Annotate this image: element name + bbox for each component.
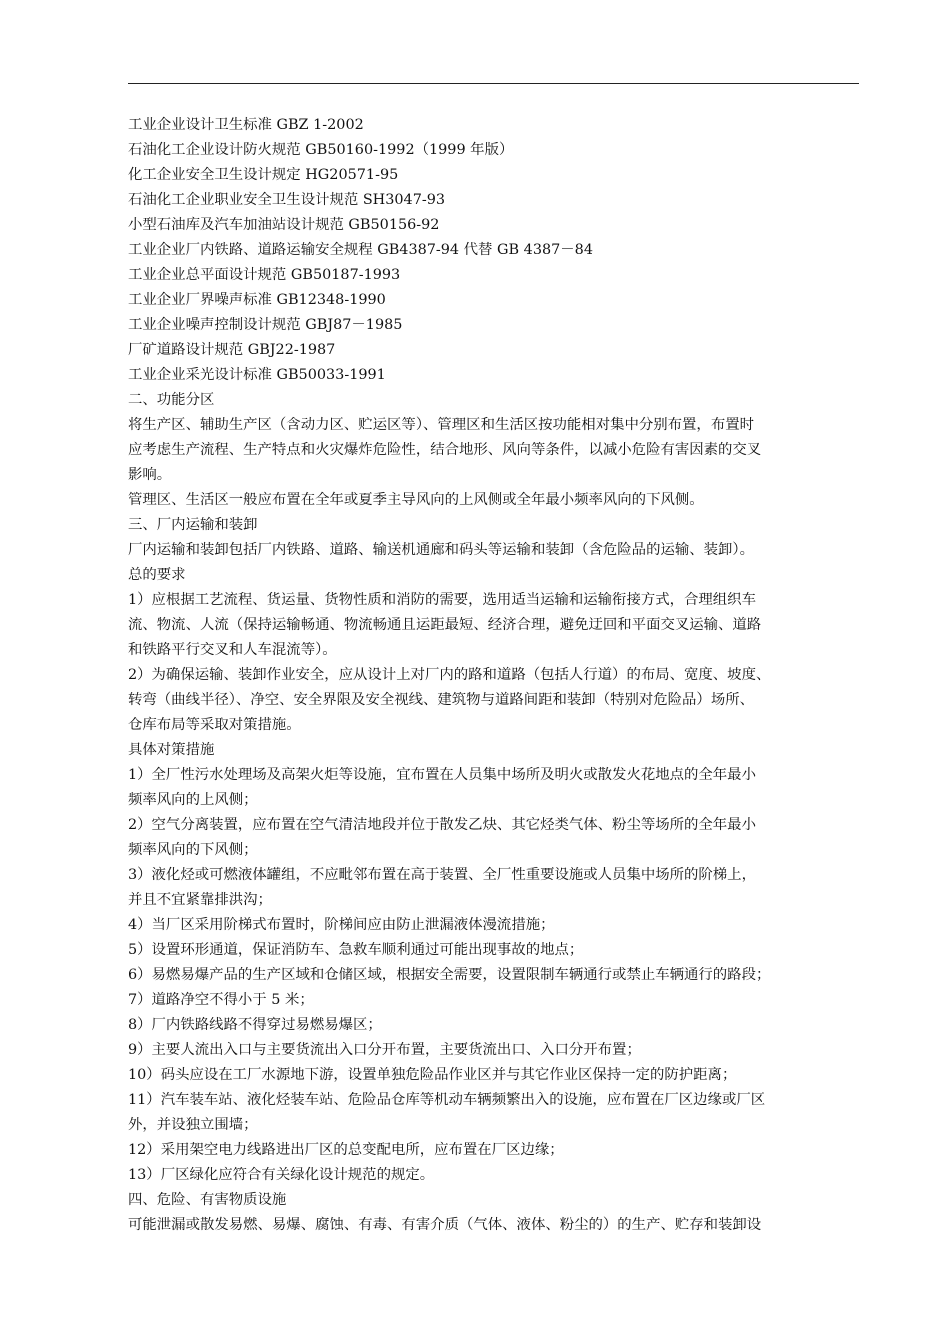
text-line: 1）全厂性污水处理场及高架火炬等设施，宜布置在人员集中场所及明火或散发火花地点的全年最小	[128, 767, 756, 783]
text-line: 11）汽车装车站、液化烃装车站、危险品仓库等机动车辆频繁出入的设施，应布置在厂区边缘或厂区	[128, 1092, 766, 1108]
text-line: 9）主要人流出入口与主要货流出入口分开布置，主要货流出口、入口分开布置；	[128, 1042, 641, 1058]
text-line: 12）采用架空电力线路进出厂区的总变配电所，应布置在厂区边缘；	[128, 1142, 564, 1158]
subheading: 总的要求	[128, 567, 186, 583]
text-line: 和铁路平行交叉和人车混流等）。	[128, 642, 337, 658]
text-line: 外，并设独立围墙；	[128, 1117, 258, 1133]
subheading: 具体对策措施	[128, 742, 215, 758]
text-line: 影响。	[128, 467, 172, 483]
text-line: 4）当厂区采用阶梯式布置时，阶梯间应由防止泄漏液体漫流措施；	[128, 917, 555, 933]
text-line: 10）码头应设在工厂水源地下游，设置单独危险品作业区并与其它作业区保持一定的防护距离；	[128, 1067, 737, 1083]
text-line: 工业企业厂内铁路、道路运输安全规程 GB4387-94 代替 GB 4387－84	[128, 242, 593, 258]
text-line: 频率风向的下风侧；	[128, 842, 258, 858]
text-line: 3）液化烃或可燃液体罐组，不应毗邻布置在高于装置、全厂性重要设施或人员集中场所的阶梯上，	[128, 867, 756, 883]
text-line: 石油化工企业设计防火规范 GB50160-1992（1999 年版）	[128, 142, 514, 158]
text-line: 2）空气分离装置，应布置在空气清洁地段并位于散发乙炔、其它烃类气体、粉尘等场所的全年最小	[128, 817, 756, 833]
text-line: 仓库布局等采取对策措施。	[128, 717, 301, 733]
section-heading: 二、功能分区	[128, 392, 215, 408]
text-line: 频率风向的上风侧；	[128, 792, 258, 808]
text-line: 化工企业安全卫生设计规定 HG20571-95	[128, 167, 399, 183]
text-line: 将生产区、辅助生产区（含动力区、贮运区等）、管理区和生活区按功能相对集中分别布置，布置时	[128, 417, 754, 433]
text-line: 厂矿道路设计规范 GBJ22-1987	[128, 342, 336, 358]
text-line: 工业企业噪声控制设计规范 GBJ87－1985	[128, 317, 403, 333]
section-heading: 四、危险、有害物质设施	[128, 1192, 287, 1208]
text-line: 13）厂区绿化应符合有关绿化设计规范的规定。	[128, 1167, 435, 1183]
section-heading: 三、厂内运输和装卸	[128, 517, 258, 533]
text-line: 6）易燃易爆产品的生产区域和仓储区域，根据安全需要，设置限制车辆通行或禁止车辆通行的路段；	[128, 967, 771, 983]
text-line: 应考虑生产流程、生产特点和火灾爆炸危险性，结合地形、风向等条件，以减小危险有害因素的交叉	[128, 442, 762, 458]
text-line: 2）为确保运输、装卸作业安全，应从设计上对厂内的路和道路（包括人行道）的布局、宽度、坡度、	[128, 667, 771, 683]
text-line: 小型石油库及汽车加油站设计规范 GB50156-92	[128, 217, 440, 233]
text-line: 流、物流、人流（保持运输畅通、物流畅通且运距最短、经济合理，避免迂回和平面交叉运输、道路	[128, 617, 762, 633]
text-line: 工业企业设计卫生标准 GBZ 1-2002	[128, 117, 364, 133]
text-line: 1）应根据工艺流程、货运量、货物性质和消防的需要，选用适当运输和运输衔接方式，合理组织车	[128, 592, 756, 608]
text-line: 转弯（曲线半径）、净空、安全界限及安全视线、建筑物与道路间距和装卸（特别对危险品）场所、	[128, 692, 754, 708]
header-rule	[128, 83, 859, 84]
text-line: 并且不宜紧靠排洪沟；	[128, 892, 272, 908]
text-line: 工业企业总平面设计规范 GB50187-1993	[128, 267, 401, 283]
text-line: 7）道路净空不得小于 5 米；	[128, 992, 314, 1008]
text-line: 工业企业厂界噪声标准 GB12348-1990	[128, 292, 386, 308]
document-body	[128, 113, 868, 1238]
text-line: 管理区、生活区一般应布置在全年或夏季主导风向的上风侧或全年最小频率风向的下风侧。	[128, 492, 704, 508]
text-line: 石油化工企业职业安全卫生设计规范 SH3047-93	[128, 192, 446, 208]
text-line: 可能泄漏或散发易燃、易爆、腐蚀、有毒、有害介质（气体、液体、粉尘的）的生产、贮存和装卸设	[128, 1217, 762, 1233]
text-line: 工业企业采光设计标准 GB50033-1991	[128, 367, 386, 383]
text-line: 厂内运输和装卸包括厂内铁路、道路、输送机通廊和码头等运输和装卸（含危险品的运输、装卸）。	[128, 542, 754, 558]
text-line: 5）设置环形通道，保证消防车、急救车顺利通过可能出现事故的地点；	[128, 942, 584, 958]
text-line: 8）厂内铁路线路不得穿过易燃易爆区；	[128, 1017, 382, 1033]
